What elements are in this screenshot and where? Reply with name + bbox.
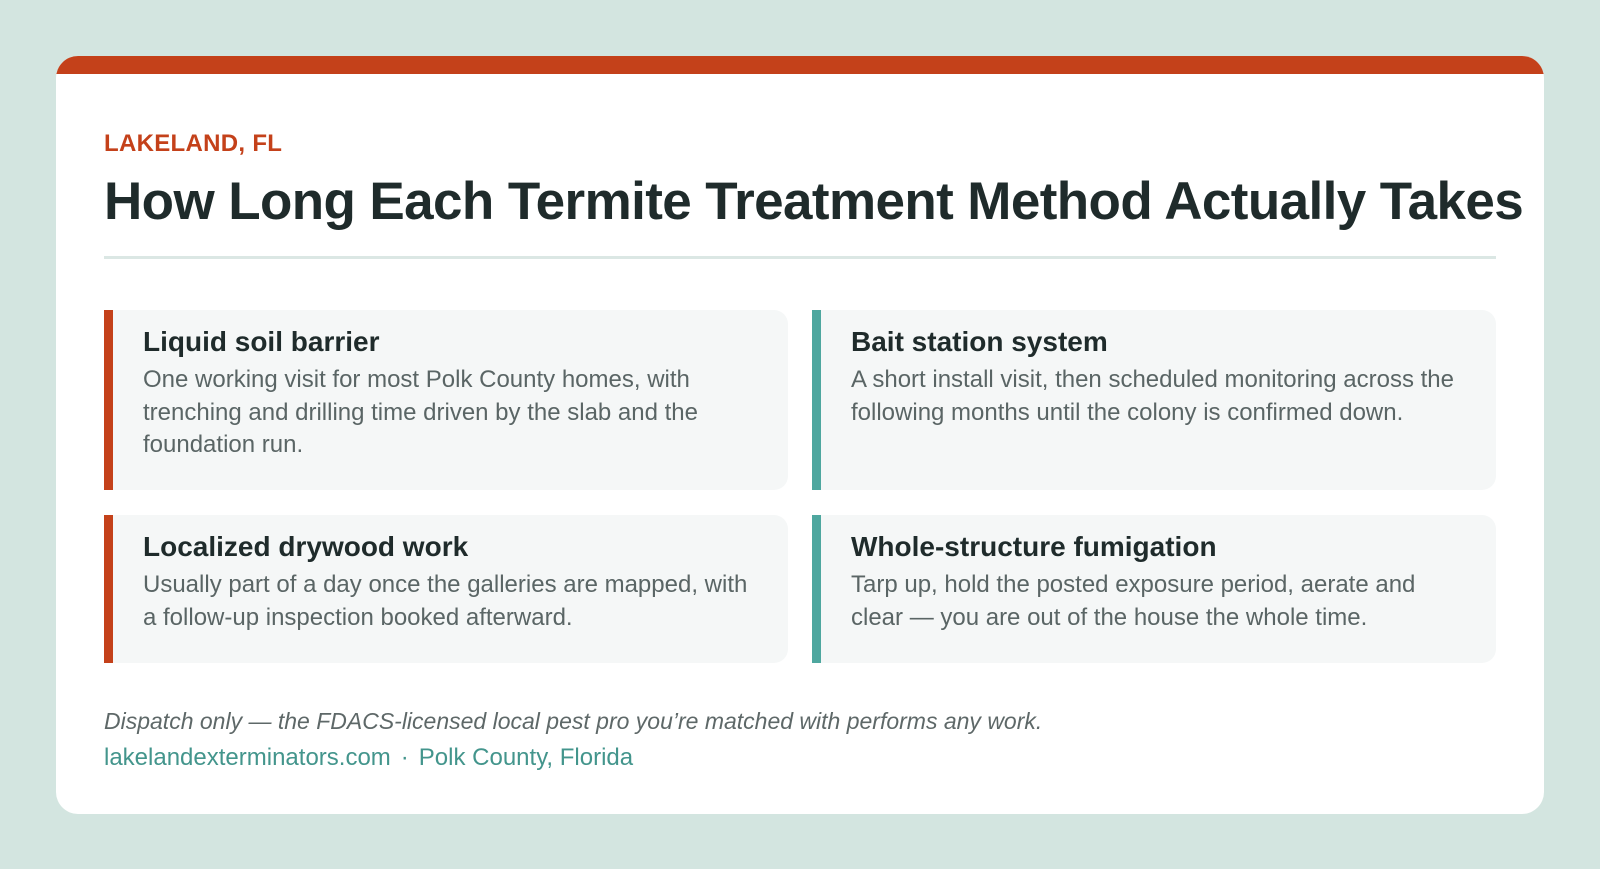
title-divider	[104, 256, 1496, 259]
treatment-methods-grid	[104, 310, 1496, 660]
method-card-whole-structure-fumigation	[812, 515, 1496, 663]
footer-line	[104, 743, 633, 773]
method-description: Tarp up, hold the posted exposure period, aerate and clear — you are out of the house the whole time.	[851, 571, 1416, 631]
location-label: LAKELAND, FL	[104, 130, 283, 157]
website-link[interactable]: lakelandexterminators.com	[104, 744, 391, 771]
info-card	[56, 56, 1544, 814]
method-title: Liquid soil barrier	[143, 326, 380, 357]
accent-top-bar	[56, 56, 1544, 74]
method-title: Localized drywood work	[143, 531, 469, 562]
method-card-localized-drywood-work	[104, 515, 788, 663]
method-title: Whole-structure fumigation	[851, 531, 1217, 562]
method-description: Usually part of a day once the galleries are mapped, with a follow-up inspection booked afterward.	[143, 571, 748, 631]
page-title: How Long Each Termite Treatment Method Actually Takes	[104, 172, 1524, 231]
dispatch-disclaimer: Dispatch only — the FDACS-licensed local pest pro you’re matched with performs any work.	[104, 708, 1043, 734]
method-description: One working visit for most Polk County homes, with trenching and drilling time driven by the slab and the foundation run.	[143, 366, 698, 458]
method-title: Bait station system	[851, 326, 1108, 357]
method-card-liquid-soil-barrier	[104, 310, 788, 490]
footer-separator: ·	[400, 744, 409, 771]
method-description: A short install visit, then scheduled monitoring across the following months until the colony is confirmed down.	[851, 366, 1454, 426]
region-label: Polk County, Florida	[418, 744, 634, 771]
method-card-bait-station-system	[812, 310, 1496, 490]
